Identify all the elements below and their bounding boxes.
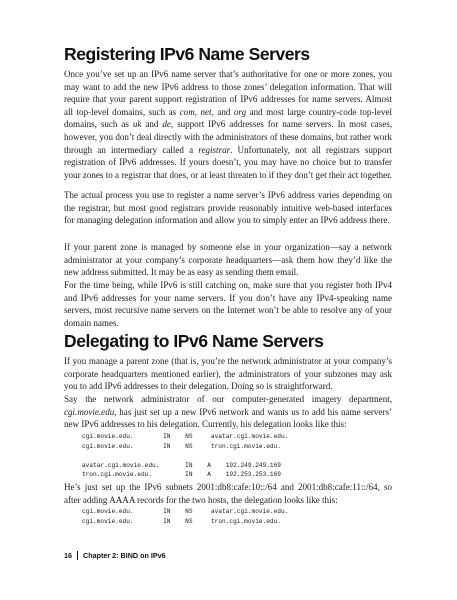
paragraph-ipv6-subnets: He’s just set up the IPv6 subnets 2001:db8:cafe:10::/64 and 2001:db8:cafe:11::/64, so after adding AAAA records for the two hosts, the delegation looks like this: [64,482,392,505]
page-number: 16 [64,551,72,560]
paragraph-registering-intro: Once you’ve set up an IPv6 name server that’s authoritative for one or more zones, you may want to add the new IPv6 address to those zones’ delegation information. That will require that your parent support registration of IPv6 addresses for name servers. Almost all top-level domains, such as com, net, and org and most large country-code top-level domains, such as uk and de, support IPv6 addresses for name servers. In most cases, however, you don’t deal directly with the administrators of these domains, but rather work through an intermediary called a registrar. Unfortunately, not all registrars support registration of IPv6 addresses. If yours doesn’t, you may have no choice but to transfer your zones to a registrar that does, or at least threaten to if they don’t get their act together. [64,69,392,180]
paragraph-parent-zone-manage: If you manage a parent zone (that is, you’re the network administrator at your company’s corporate headquarters mentioned earlier), the administrators of your subzones may ask you to add IPv6 addresses to their delegation. Doing so is straightforward. [64,356,392,392]
page-footer [64,551,166,560]
chapter-label: Chapter 2: [83,551,119,560]
section-heading-delegating: Delegating to IPv6 Name Servers [64,331,324,351]
code-block-current-delegation: cgi.movie.edu. IN NS avatar.cgi.movie.edu. cgi.movie.edu. IN NS tron.cgi.movie.edu. avatar.cgi.movie.edu. IN A 192.249.249.169 tron.cgi.movie.edu. IN A 192.253.253.169 [82,433,289,479]
paragraph-parent-zone: If your parent zone is managed by someone else in your organization—say a network administrator at your company’s corporate headquarters—ask them how they’d like the new address submitted. It may be as easy as sending them email. [64,242,392,278]
code-block-new-delegation: cgi.movie.edu. IN NS avatar.cgi.movie.edu. cgi.movie.edu. IN NS tron.cgi.movie.edu. [82,508,289,525]
footer-divider [77,551,78,560]
paragraph-ipv4-ipv6: For the time being, while IPv6 is still catching on, make sure that you register both IPv4 and IPv6 addresses for your name servers. If you don’t have any IPv4-speaking name servers, most recursive name servers on the Internet won’t be able to resolve any of your domain names. [64,280,392,328]
paragraph-cgi-network: Say the network administrator of our computer-generated imagery department, cgi.movie.edu, has just set up a new IPv6 network and wants us to add his name servers’ new IPv6 addresses to his delegation. Currently, his delegation looks like this: [64,394,392,430]
section-heading-registering: Registering IPv6 Name Servers [64,44,310,64]
chapter-title: BIND on IPv6 [120,551,166,560]
paragraph-registrar-process: The actual process you use to register a name server’s IPv6 address varies depending on the registrar, but most good registrars provide reasonably intuitive web-based interfaces for managing delegation information and allow you to simply enter an IPv6 address there. [64,190,392,226]
